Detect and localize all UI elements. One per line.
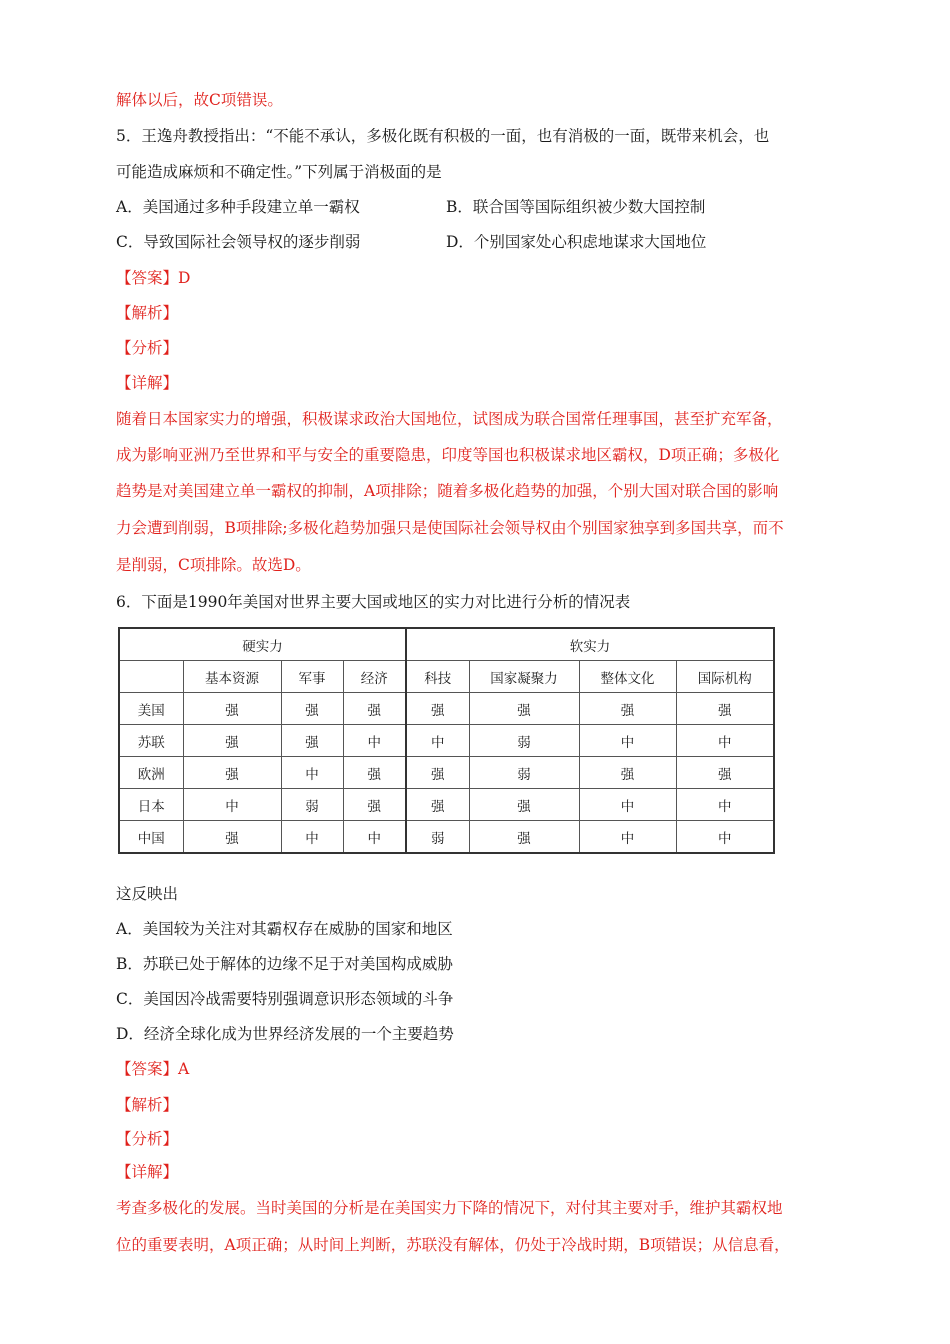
row-label: 苏联	[119, 725, 183, 757]
table-cell: 中	[343, 725, 406, 757]
q6-detail-line: 考查多极化的发展。当时美国的分析是在美国实力下降的情况下，对付其主要对手，维护其霸权地	[116, 1199, 783, 1217]
table-cell: 强	[579, 693, 676, 725]
table-cell: 强	[183, 821, 281, 854]
table-cell: 中	[676, 789, 774, 821]
table-cell: 中	[579, 725, 676, 757]
table-cell: 强	[343, 757, 406, 789]
table-cell: 强	[183, 757, 281, 789]
group-soft-power: 软实力	[406, 628, 774, 661]
q6-stem: 6．下面是1990年美国对世界主要大国或地区的实力对比进行分析的情况表	[116, 593, 631, 611]
power-comparison-table	[118, 627, 775, 854]
q5-stem-line1: 5．王逸舟教授指出：“不能不承认，多极化既有积极的一面，也有消极的一面，既带来机会，也	[116, 127, 770, 145]
header-cell: 国家凝聚力	[469, 661, 579, 693]
table-cell: 强	[469, 789, 579, 821]
answer-value: A	[178, 1060, 190, 1078]
row-label: 美国	[119, 693, 183, 725]
q5-detail-line: 趋势是对美国建立单一霸权的抑制，A项排除；随着多极化趋势的加强，个别大国对联合国的影响	[116, 482, 779, 500]
table-cell: 强	[343, 789, 406, 821]
answer-value: D	[178, 269, 191, 287]
header-cell: 军事	[281, 661, 343, 693]
row-label: 欧洲	[119, 757, 183, 789]
group-hard-power: 硬实力	[119, 628, 406, 661]
header-cell: 国际机构	[676, 661, 774, 693]
table-cell: 强	[183, 725, 281, 757]
table-cell: 强	[469, 693, 579, 725]
table-cell: 强	[676, 757, 774, 789]
table-cell: 强	[469, 821, 579, 854]
table-cell: 中	[281, 757, 343, 789]
table-row	[119, 789, 774, 821]
table-cell: 中	[406, 725, 469, 757]
table-cell: 中	[343, 821, 406, 854]
q6-lead: 这反映出	[116, 885, 179, 903]
q5-detail-line: 是削弱，C项排除。故选D。	[116, 556, 311, 574]
table-cell: 强	[281, 725, 343, 757]
table-cell: 中	[579, 821, 676, 854]
q5-detail-line: 随着日本国家实力的增强，积极谋求政治大国地位，试图成为联合国常任理事国，甚至扩充军备，	[116, 410, 783, 428]
table-cell: 强	[343, 693, 406, 725]
q6-option-d: D．经济全球化成为世界经济发展的一个主要趋势	[116, 1025, 454, 1043]
header-cell: 基本资源	[183, 661, 281, 693]
q6-analysis-tag: 【解析】	[116, 1096, 179, 1114]
q6-detail-line: 位的重要表明，A项正确；从时间上判断，苏联没有解体，仍处于冷战时期，B项错误；从信息看，	[116, 1236, 790, 1254]
q5-detail-line: 力会遭到削弱，B项排除;多极化趋势加强只是使国际社会领导权由个别国家独享到多国共享，而不	[116, 519, 784, 537]
table-cell: 弱	[469, 725, 579, 757]
q5-analysis-tag: 【解析】	[116, 304, 179, 322]
answer-tag: 【答案】	[116, 269, 179, 287]
q5-option-b: B．联合国等国际组织被少数大国控制	[446, 198, 706, 216]
table-cell: 强	[406, 757, 469, 789]
table-cell: 强	[406, 789, 469, 821]
q5-option-c: C．导致国际社会领导权的逐步削弱	[116, 233, 361, 251]
table-cell: 中	[676, 821, 774, 854]
table-cell: 强	[676, 693, 774, 725]
q5-option-a: A．美国通过多种手段建立单一霸权	[116, 198, 360, 216]
table-cell: 中	[579, 789, 676, 821]
header-cell: 经济	[343, 661, 406, 693]
q5-answer	[116, 268, 190, 288]
q6-fenxi-tag: 【分析】	[116, 1130, 179, 1148]
table-row	[119, 725, 774, 757]
header-cell: 科技	[406, 661, 469, 693]
row-label: 日本	[119, 789, 183, 821]
header-corner	[119, 661, 183, 693]
table-header-row	[119, 661, 774, 693]
table-group-row	[119, 628, 774, 661]
table-cell: 中	[183, 789, 281, 821]
header-cell: 整体文化	[579, 661, 676, 693]
table-cell: 弱	[406, 821, 469, 854]
answer-tag: 【答案】	[116, 1060, 179, 1078]
table-cell: 弱	[281, 789, 343, 821]
table-row	[119, 821, 774, 854]
table-cell: 强	[281, 693, 343, 725]
q6-option-b: B．苏联已处于解体的边缘不足于对美国构成威胁	[116, 955, 453, 973]
q5-detail-line: 成为影响亚洲乃至世界和平与安全的重要隐患，印度等国也积极谋求地区霸权，D项正确；多极化	[116, 446, 780, 464]
table-row	[119, 757, 774, 789]
q5-detail-tag: 【详解】	[116, 374, 179, 392]
table-cell: 弱	[469, 757, 579, 789]
q6-option-c: C．美国因冷战需要特别强调意识形态领域的斗争	[116, 990, 454, 1008]
row-label: 中国	[119, 821, 183, 854]
q5-stem-line2: 可能造成麻烦和不确定性。”下列属于消极面的是	[116, 163, 442, 181]
table-cell: 中	[281, 821, 343, 854]
q5-fenxi-tag: 【分析】	[116, 339, 179, 357]
table-cell: 中	[676, 725, 774, 757]
top-fragment: 解体以后，故C项错误。	[116, 91, 283, 109]
q6-detail-tag: 【详解】	[116, 1163, 179, 1181]
table-cell: 强	[183, 693, 281, 725]
q5-option-d: D．个别国家处心积虑地谋求大国地位	[446, 233, 707, 251]
q6-answer	[116, 1059, 189, 1079]
table-cell: 强	[579, 757, 676, 789]
q6-option-a: A．美国较为关注对其霸权存在威胁的国家和地区	[116, 920, 453, 938]
table-cell: 强	[406, 693, 469, 725]
table-row	[119, 693, 774, 725]
